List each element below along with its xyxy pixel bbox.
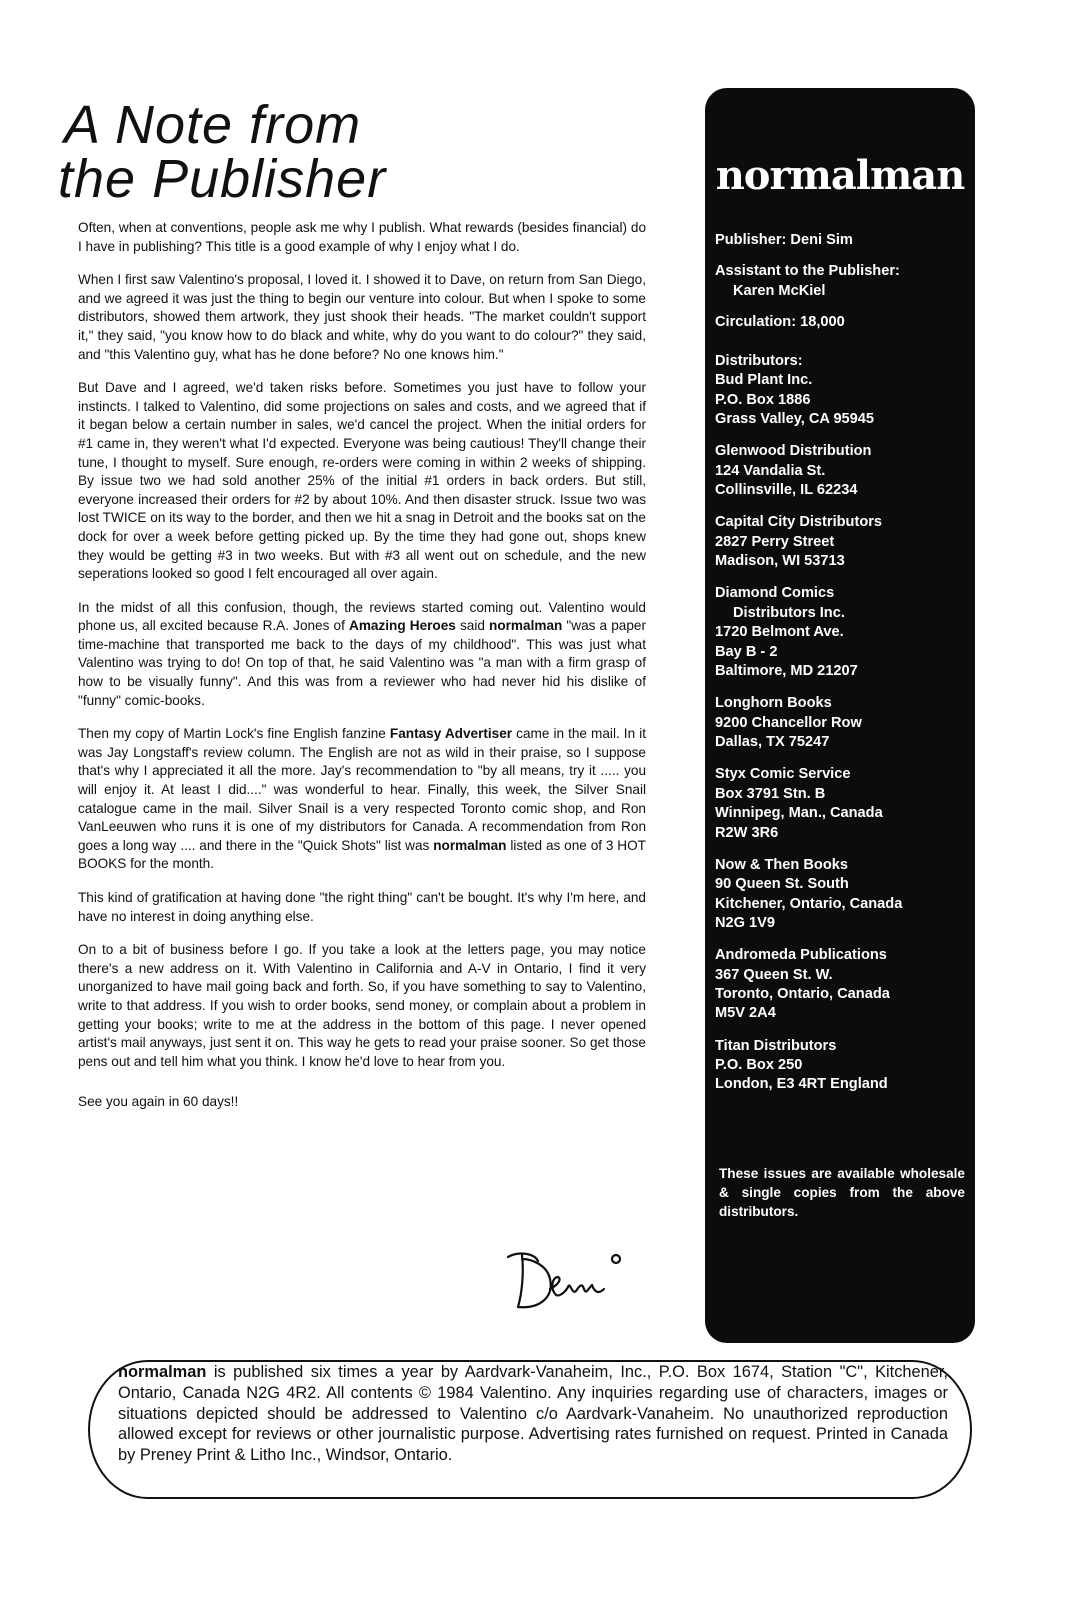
page-title-line-2: the Publisher: [58, 149, 387, 209]
distributor-line: 124 Vandalia St.: [715, 462, 826, 479]
distributor-line: Winnipeg, Man., Canada: [715, 805, 883, 822]
letter-text: "was a paper time-machine that transported me back to the days of my childhood". This was just what Valentino was trying to do! On top of that, he said Valentino was "a man with a firm grasp of how to be visually funny". And this was from a reviewer who had never hid his dislike of "funny" comic-books.: [78, 618, 646, 708]
distributor-line: Grass Valley, CA 95945: [715, 411, 875, 428]
credits: [715, 231, 965, 345]
distributor-line: P.O. Box 250: [715, 1056, 803, 1073]
page-title: [58, 95, 478, 209]
distributor-list: [715, 352, 970, 1108]
distributor-entry: [715, 856, 970, 934]
letter-paragraph-1: Often, when at conventions, people ask me why I publish. What rewards (besides financial) do I have in publishing? This title is a good example of why I enjoy what I do.: [78, 220, 646, 254]
distributor-line: Bay B - 2: [715, 643, 778, 660]
imprint-text: is published six times a year by Aardvark-Vanaheim, Inc., P.O. Box 1674, Station "C", Kitchener, Ontario, Canada N2G 4R2. All contents © 1984 Valentino. Any inquiries regarding use of characters, images or situations depicted should be addressed to Valentino c/o Aardvark-Vanaheim. No unauthorized reproduction allowed except for reviews or other journalistic purpose. Advertising rates furnished on request. Printed in Canada by Preney Print & Litho Inc., Windsor, Ontario.: [118, 1363, 948, 1465]
distributor-line: Diamond Comics: [715, 585, 835, 602]
distributor-line: Collinsville, IL 62234: [715, 482, 858, 499]
letter-signoff: See you again in 60 days!!: [78, 1094, 239, 1110]
letter-text: said: [455, 618, 490, 634]
distributor-line: Distributors Inc.: [733, 604, 845, 621]
distributor-line: Kitchener, Ontario, Canada: [715, 895, 903, 912]
distributor-line: 2827 Perry Street: [715, 533, 835, 550]
distributor-line: Andromeda Publications: [715, 947, 887, 964]
distributor-entry: [715, 584, 970, 681]
title-name: normalman: [433, 837, 507, 853]
distributor-line: P.O. Box 1886: [715, 391, 811, 408]
letter-paragraph-7: On to a bit of business before I go. If you take a look at the letters page, you may notice there's a new address on it. With Valentino in California and A-V in Ontario, I find it very unorganized to have mail going back and forth. So, if you have something to say to Valentino, write to that address. If you wish to order books, send money, or complain about a problem in getting your books; write to me at the address in the bottom of this page. I never opened artist's mail anyways, just sent it on. This way he gets to read your praise sooner. So get those pens out and tell him what you think. I know he'd love to hear from you.: [78, 942, 646, 1069]
letter-paragraph-4: [78, 599, 646, 711]
distributor-line: Madison, WI 53713: [715, 553, 845, 570]
imprint-brand: normalman: [118, 1363, 207, 1381]
distributor-line: Styx Comic Service: [715, 766, 851, 783]
distributor-line: Toronto, Ontario, Canada: [715, 985, 890, 1002]
letter-text: Then my copy of Martin Lock's fine English fanzine: [78, 726, 390, 742]
publisher-letter: [78, 219, 646, 1127]
distributor-line: London, E3 4RT England: [715, 1076, 888, 1093]
letter-text: listed as one of 3 HOT BOOKS for the month.: [78, 837, 646, 872]
letter-paragraph-3: But Dave and I agreed, we'd taken risks before. Sometimes you just have to follow your instincts. I talked to Valentino, did some projections on sales and costs, and we agreed that if it began below a certain number in sales, we'd cancel the project. When the initial orders for #1 came in, they weren't what I'd expected. Everyone was being cautious! They'll change their tune, I thought to myself. Sure enough, re-orders were coming in within 2 weeks of shipping. By issue two we had sold another 25% of the initial #1 orders in back orders. But still, everyone increased their orders for #2 by about 10%. And then disaster struck. Issue two was lost TWICE on its way to the border, and then we hit a snag in Detroit and the books sat on the dock for over a week before getting picked up. By the time they had gone out, shops knew they would be getting #3 in two weeks. But with #3 all went out on schedule, and the new seperations looked so good I felt encouraged all over again.: [78, 380, 646, 582]
assistant-credit: [715, 262, 965, 301]
availability-note: These issues are available wholesale & single copies from the above distributors.: [719, 1166, 965, 1219]
circulation: Circulation: 18,000: [715, 314, 845, 331]
title-name: normalman: [489, 618, 563, 634]
distributor-line: Capital City Distributors: [715, 514, 883, 531]
distributor-line: Box 3791 Stn. B: [715, 785, 826, 802]
distributor-entry: [715, 1037, 970, 1095]
distributor-line: Now & Then Books: [715, 856, 848, 873]
distributor-line: R2W 3R6: [715, 824, 779, 841]
distributor-line: Bud Plant Inc.: [715, 372, 813, 389]
page-title-line-1: A Note from: [64, 95, 362, 155]
distributor-entry: [715, 694, 970, 752]
distributor-line: N2G 1V9: [715, 914, 776, 931]
masthead-logo: normalman: [715, 152, 965, 199]
masthead-sidebar: [705, 88, 975, 1343]
distributor-line: 9200 Chancellor Row: [715, 714, 862, 731]
letter-text: In the midst of all this confusion, though, the reviews started coming out. Valentino would phone us, all excited because R.A. Jones of: [78, 599, 646, 634]
distributor-line: Baltimore, MD 21207: [715, 663, 858, 680]
distributor-entry: [715, 946, 970, 1024]
distributor-line: Longhorn Books: [715, 695, 832, 712]
assistant-name: Karen McKiel: [733, 282, 826, 299]
distributor-line: 367 Queen St. W.: [715, 966, 833, 983]
distributors-label: Distributors:: [715, 353, 803, 369]
distributor-line: Glenwood Distribution: [715, 443, 872, 460]
letter-paragraph-5: [78, 725, 646, 874]
distributor-entry: [715, 765, 970, 843]
imprint-notice: [118, 1362, 948, 1466]
distributor-line: Titan Distributors: [715, 1037, 837, 1054]
distributor-entry: [715, 513, 970, 571]
letter-paragraph-2: When I first saw Valentino's proposal, I loved it. I showed it to Dave, on return from San Diego, and we agreed it was just the thing to begin our venture into colour. But when I spoke to some distributors, showed them artwork, they just shook their heads. "The market couldn't support it," they said, "you know how to do black and white, why do you want to do colour?" they said, and "this Valentino guy, what has he done before? No one knows him.": [78, 272, 646, 362]
publication-name: Fantasy Advertiser: [389, 726, 513, 742]
distributor-line: 1720 Belmont Ave.: [715, 624, 844, 641]
signature: [500, 1245, 660, 1320]
publication-name: Amazing Heroes: [349, 618, 456, 634]
distributor-line: Dallas, TX 75247: [715, 734, 830, 751]
distributor-line: M5V 2A4: [715, 1005, 776, 1022]
distributor-line: 90 Queen St. South: [715, 876, 849, 893]
distributor-entry: [715, 371, 970, 429]
distributor-entry: [715, 442, 970, 500]
letter-text: came in the mail. In it was Jay Longstaff's review column. The English are not as wild in their praise, so I suppose that's why I appreciated it all the more. Jay's recommendation to "by all means, try it ..... you will enjoy it. At least I did...." was wonderful to hear. Finally, this week, the Silver Snail catalogue came in the mail. Silver Snail is a very respected Toronto comic shop, and Ron VanLeeuwen who runs it is one of my distributors for Canada. A recommendation from Ron goes a long way .... and there in the "Quick Shots" list was: [78, 726, 647, 853]
letter-paragraph-6: This kind of gratification at having done "the right thing" can't be bought. It's why I'm here, and have no interest in doing anything else.: [78, 890, 646, 924]
publisher-credit: Publisher: Deni Sim: [715, 232, 853, 248]
assistant-label: Assistant to the Publisher:: [715, 263, 900, 280]
